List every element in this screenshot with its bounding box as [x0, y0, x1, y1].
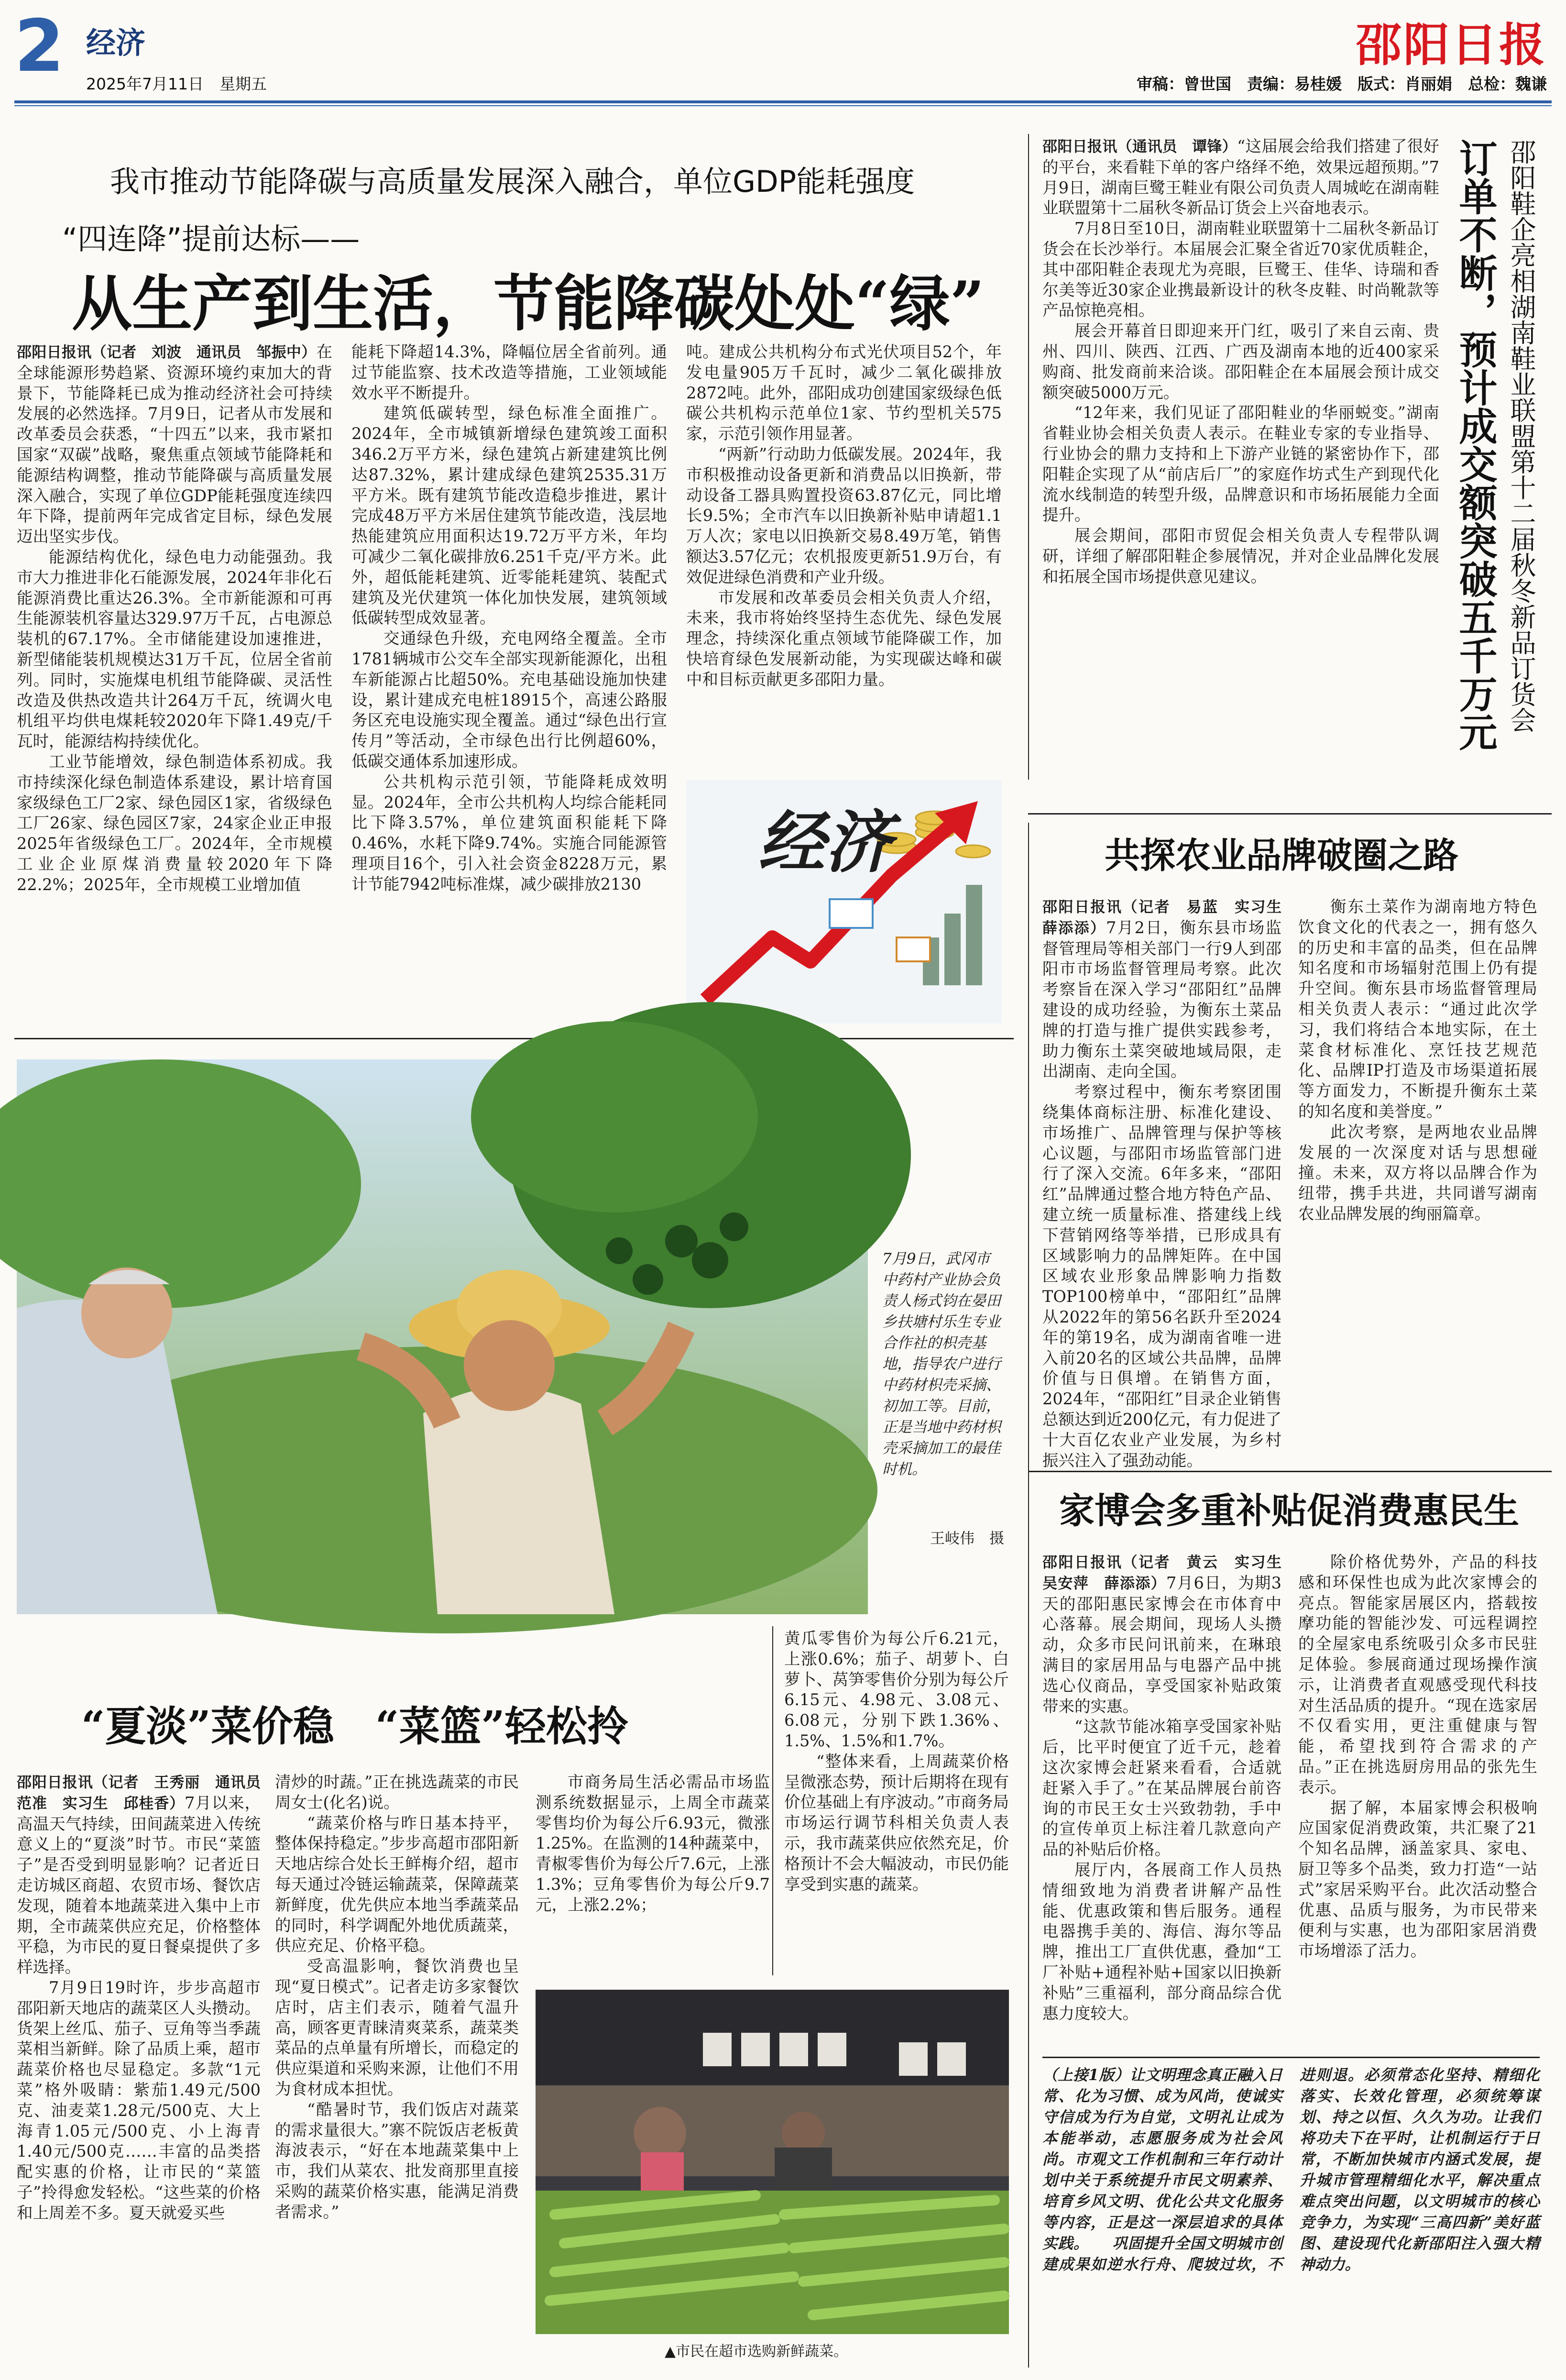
- veg-paragraph: “蔬菜价格与昨日基本持平，整体保持稳定。”步步高超市邵阳新天地店综合处长王鲜梅介绍，超市每天通过冷链运输蔬菜，保障蔬菜新鲜度，优先供应本地当季蔬菜品的同时，科学调配外地优质蔬菜，供应充足、价格平稳。: [275, 1813, 519, 1955]
- column-divider: [1028, 823, 1029, 2368]
- lead-column-3: [686, 342, 1002, 772]
- veg-column-3: [536, 1772, 770, 1973]
- lead-paragraph: 建筑低碳转型，绿色标准全面推广。2024年，全市城镇新增绿色建筑竣工面积346.2万平方米，绿色建筑占新建建筑比例达87.32%，累计建成绿色建筑2535.31万平方米。既有建筑节能改造稳步推进，累计完成48万平方米居住建筑节能改造，浅层地热能建筑应用面积达19.72万平方米，年均可减少二氧化碳排放6.251千克/平方米。此外，超低能耗建筑、近零能耗建筑、装配式建筑及光伏建筑一体化加快发展，建筑领域低碳转型成效显著。: [351, 404, 667, 628]
- expo-headline: 家博会多重补贴促消费惠民生: [1059, 1490, 1519, 1532]
- veg-paragraph: 清炒的时蔬。”正在挑选蔬菜的市民周女士(化名)说。: [275, 1773, 519, 1812]
- lead-paragraph: 吨。建成公共机构分布式光伏项目52个，年发电量905万千瓦时，减少二氧化碳排放2872吨。此外，邵阳成功创建国家级绿色低碳公共机构示范单位1家、节约型机关575家，示范引领作用显著。: [686, 342, 1002, 443]
- shoe-headline: 邵阳鞋企亮相湖南鞋业联盟第十二届秋冬新品订货会: [1506, 139, 1536, 733]
- veg-paragraph: 黄瓜零售价为每公斤6.21元，上涨0.6%；茄子、胡萝卜、白萝卜、莴笋零售价分别为每公斤6.15元、4.98元、3.08元、6.08元，分别下跌1.36%、1.5%、1.5%和1.7%。: [784, 1629, 1009, 1750]
- header-rule-thin: [14, 105, 1552, 106]
- veg-column-4: [784, 1629, 1009, 1983]
- lead-paragraph: 在全球能源形势趋紧、资源环境约束加大的背景下，节能降耗已成为推动经济社会可持续发展的必然选择。7月9日，记者从市发展和改革委员会获悉，“十四五”以来，我市紧扣国家“双碳”战略，聚焦重点领域节能降耗和能源结构调整，推动节能降碳与高质量发展深入融合，实现了单位GDP能耗强度连续四年下降，提前两年完成省定目标，绿色发展迈出坚实步伐。: [17, 342, 332, 546]
- lead-paragraph: 交通绿色升级，充电网络全覆盖。全市1781辆城市公交车全部实现新能源化，出租车新能源占比超50%。充电基础设施加快建设，累计建成充电桩18915个，高速公路服务区充电设施实现全覆盖。通过“绿色出行宣传月”等活动，全市绿色出行比例超60%，低碳交通体系加速形成。: [351, 629, 667, 771]
- expo-paragraph: 除价格优势外，产品的科技感和环保性也成为此次家博会的亮点。智能家居展区内，搭载按摩功能的智能沙发、可远程调控的全屋家电系统吸引众多市民驻足体验。参展商通过现场操作演示，让消费者直观感受现代科技对生活品质的提升。“现在选家居不仅看实用，更注重健康与智能，希望找到符合需求的产品。”正在挑选厨房用品的张先生表示。: [1298, 1553, 1537, 1796]
- orchard-photo-illustration: [17, 1059, 868, 1614]
- page-number: 2: [14, 5, 65, 88]
- section-rule: [1028, 1471, 1552, 1472]
- lead-byline: 邵阳日报讯（记者 刘波 通讯员 邹振中）: [17, 344, 317, 361]
- section-label: 经济: [86, 25, 146, 60]
- expo-paragraph: 展厅内，各展商工作人员热情细致地为消费者讲解产品性能、优惠政策和售后服务。通程电器携手美的、海信、海尔等品牌，推出工厂直供优惠，叠加“工厂补贴+通程补贴+国家以旧换新补贴”三重福利，部分商品综合优惠力度较大。: [1042, 1860, 1281, 2023]
- continued-box: [1042, 2057, 1540, 2364]
- agri-paragraph: 此次考察，是两地农业品牌发展的一次深度对话与思想碰撞。未来，双方将以品牌合作为纽带，携手共进，共同谱写湖南农业品牌发展的绚丽篇章。: [1298, 1122, 1537, 1223]
- header-rule: [14, 100, 1552, 103]
- lead-headline: 从生产到生活，节能降碳处处“绿”: [72, 268, 985, 339]
- continued-text: （上接1版）让文明理念真正融入日常、化为习惯、成为风尚，使诚实守信成为行为自觉，文明礼让成为本能举动，志愿服务成为社会风尚。市观文工作机制和三年行动计划中关于系统提升市民文明素养、培育乡风文明、优化公共文化服务等内容，正是这一深层追求的具体实践。 巩固提升全国文明城市创建成果如逆水行舟、爬坡过坎，不进则退。必须常态化坚持、精细化落实、长效化管理，必须统筹谋划、持之以恒、久久为功。让我们将功夫下在平时，让机制运行于日常，不断加快城市内涵式发展，提升城市管理精细化水平，解决重点难点突出问题，以文明城市的核心竞争力，为实现“三高四新”美好蓝图、建设现代化新邵阳注入强大精神动力。: [1042, 2066, 1540, 2273]
- agri-paragraph: 考察过程中，衡东考察团围绕集体商标注册、标准化建设、市场推广、品牌管理与保护等核心议题，与邵阳市场监管部门进行了深入交流。6年多来，“邵阳红”品牌通过整合地方特色产品、建立统一质量标准、搭建线上线下营销网络等举措，已形成具有区域影响力的品牌矩阵。在中国区域农业形象品牌影响力指数TOP100榜单中，“邵阳红”品牌从2022年的第56名跃升至2024年的第19名，成为湖南省唯一进入前20名的区域公共品牌，品牌价值与日俱增。在销售方面，2024年，“邵阳红”目录企业销售总额达到近200亿元，有力促进了十大百亿农业产业发展，为乡村振兴注入了强劲动能。: [1042, 1082, 1281, 1470]
- shoe-story-body: [1042, 136, 1439, 801]
- agri-byline: 邵阳日报讯（记者 易蓝 实习生 薛添添）: [1042, 899, 1296, 937]
- veg-paragraph: 受高温影响，餐饮消费也呈现“夏日模式”。记者走访多家餐饮店时，店主们表示，随着气温升高，顾客更青睐清爽菜系，蔬菜类菜品的点单量有所增长，而稳定的供应渠道和采购来源，让他们不用为食材成本担忧。: [275, 1957, 519, 2098]
- supermarket-photo-illustration: [536, 1990, 1009, 2334]
- orchard-photo: [17, 1059, 868, 1614]
- veg-paragraph: 7月以来，高温天气持续，田间蔬菜进入传统意义上的“夏淡”时节。市民“菜篮子”是否受到明显影响？记者近日走访城区商超、农贸市场、餐饮店发现，随着本地蔬菜进入集中上市期，全市蔬菜供应充足，价格整体平稳，为市民的夏日餐桌提供了多样选择。: [17, 1793, 261, 1977]
- veg-paragraph: “整体来看，上周蔬菜价格呈微涨态势，预计后期将在现有价位基础上有序波动。”市商务局市场运行调节科相关负责人表示，我市蔬菜供应依然充足，价格预计不会大幅波动，市民仍能享受到实惠的蔬菜。: [784, 1752, 1009, 1894]
- expo-paragraph: 据了解，本届家博会积极响应国家促消费政策，共汇聚了21个知名品牌，涵盖家具、家电、厨卫等多个品类，致力打造“一站式”家居采购平台。此次活动整合优惠、品质与服务，为市民带来便利与实惠，也为邵阳家居消费市场增添了活力。: [1298, 1798, 1537, 1961]
- lead-paragraph: 公共机构示范引领，节能降耗成效明显。2024年，全市公共机构人均综合能耗同比下降3.57%，单位建筑面积能耗下降0.46%，水耗下降9.74%。实施合同能源管理项目16个，引入社会资金8228万元，累计节能7942吨标准煤，减少碳排放2130: [351, 772, 667, 893]
- veg-column-1: [17, 1772, 275, 2370]
- lead-paragraph: 市发展和改革委员会相关负责人介绍，未来，我市将始终坚持生态优先、绿色发展理念，持续深化重点领域节能降碳工作，加快培育绿色发展新动能，为实现碳达峰和碳中和目标贡献更多邵阳力量。: [686, 588, 1002, 689]
- lead-column-1: [17, 342, 332, 1012]
- veg-paragraph: 7月9日19时许，步步高超市邵阳新天地店的蔬菜区人头攒动。货架上丝瓜、茄子、豆角等当季蔬菜相当新鲜。除了品质上乘，超市蔬菜价格也尽显稳定。多款“1元菜”格外吸睛：紫茄1.49元/500克、油麦菜1.28元/500克、大上海青1.05元/500克、小上海青1.40元/500克……丰富的品类搭配实惠的价格，让市民的“菜篮子”拎得愈发轻松。“这些菜的价格和上周差不多。夏天就爱买些: [17, 1978, 261, 2222]
- supermarket-photo: [536, 1990, 1009, 2334]
- veg-paragraph: 市商务局生活必需品市场监测系统数据显示，上周全市蔬菜零售均价为每公斤6.93元，微涨1.25%。在监测的14种蔬菜中，青椒零售价为每公斤7.6元，上涨1.3%；豆角零售价为每公斤9.7元，上涨2.2%；: [536, 1773, 770, 1914]
- shoe-paragraph: 展会期间，邵阳市贸促会相关负责人专程带队调研，详细了解邵阳鞋企参展情况，并对企业品牌化发展和拓展全国市场提供意见建议。: [1042, 526, 1439, 586]
- agri-column-1: [1042, 897, 1296, 1504]
- lead-kicker: 我市推动节能降碳与高质量发展深入融合，单位GDP能耗强度: [110, 164, 915, 199]
- shoe-byline: 邵阳日报讯（通讯员 谭锋）: [1042, 138, 1237, 155]
- lead-paragraph: 能耗下降超14.3%，降幅位居全省前列。通过节能监察、技术改造等措施，工业领域能效水平不断提升。: [351, 342, 667, 402]
- agri-headline: 共探农业品牌破圈之路: [1105, 835, 1458, 876]
- veg-byline: 邵阳日报讯（记者 王秀丽 通讯员 范准 实习生 邱桂香）: [17, 1774, 275, 1812]
- agri-paragraph: 7月2日，衡东县市场监督管理局等相关部门一行9人到邵阳市市场监督管理局考察。此次考察旨在深入学习“邵阳红”品牌建设的成功经验，为衡东土菜品牌的打造与推广提供实践参考，助力衡东土菜突破地域局限，走出湖南、走向全国。: [1042, 918, 1281, 1081]
- shoe-paragraph: 展会开幕首日即迎来开门红，吸引了来自云南、贵州、四川、陕西、江西、广西及湖南本地的近400家采购商、批发商前来洽谈。邵阳鞋企在本届展会预计成交额突破5000万元。: [1042, 321, 1439, 402]
- expo-byline: 邵阳日报讯（记者 黄云 实习生 吴安萍 薛添添）: [1042, 1554, 1296, 1592]
- veg-paragraph: “酷暑时节，我们饭店对蔬菜的需求量很大。”寨不院饭店老板黄海波表示，“好在本地蔬菜集中上市，我们从菜农、批发商那里直接采购的蔬菜价格实惠，能满足消费者需求。”: [275, 2100, 519, 2221]
- lead-column-2: [351, 342, 667, 1012]
- lead-kicker-2: “四连降”提前达标——: [62, 221, 360, 256]
- shoe-paragraph: 7月8日至10日，湖南鞋业联盟第十二届秋冬新品订货会在长沙举行。本届展会汇聚全省近70家优质鞋企，其中邵阳鞋企表现尤为亮眼，巨鹭王、佳华、诗瑞和香尔美等近30家企业携最新设计的秋冬皮鞋、时尚靴款等产品惊艳亮相。: [1042, 219, 1439, 320]
- orchard-caption-text: 7月9日，武冈市中药村产业协会负责人杨式钧在晏田乡扶塘村乐生专业合作社的枳壳基地，指导农户进行中药材枳壳采摘、初加工等。目前，正是当地中药材枳壳采摘加工的最佳时机。: [882, 1250, 1001, 1478]
- section-rule: [14, 1038, 1014, 1039]
- shoe-paragraph: “这届展会给我们搭建了很好的平台，来看鞋下单的客户络绎不绝，效果远超预期。”7月9日，湖南巨鹭王鞋业有限公司负责人周城屹在湖南鞋业联盟第十二届秋冬新品订货会上兴奋地表示。: [1042, 137, 1439, 218]
- masthead: 邵阳日报: [1356, 18, 1547, 72]
- orchard-caption: [882, 1248, 1002, 1480]
- section-rule: [1028, 813, 1552, 815]
- economy-graphic: [686, 780, 1002, 1024]
- column-divider: [772, 1626, 773, 1975]
- agri-paragraph: 衡东土菜作为湖南地方特色饮食文化的代表之一，拥有悠久的历史和丰富的品类，但在品牌知名度和市场辐射范围上仍有提升空间。衡东县市场监督管理局相关负责人表示：“通过此次学习，我们将结合本地实际，在土菜食材标准化、烹饪技艺规范化、品牌IP打造及市场渠道拓展等方面发力，不断提升衡东土菜的知名度和美誉度。”: [1298, 897, 1537, 1121]
- economy-graphic-word: 经济: [758, 804, 892, 882]
- veg-headline: “夏淡”菜价稳 “菜篮”轻松拎: [81, 1702, 628, 1751]
- lead-paragraph: 工业节能增效，绿色制造体系初成。我市持续深化绿色制造体系建设，累计培育国家级绿色工厂2家、绿色园区1家，省级绿色工厂26家、绿色园区7家，24家企业正申报2025年省级绿色工厂。2024年，全市规模工业企业原煤消费量较2020年下降22.2%；2025年，全市规模工业增加值: [17, 752, 332, 894]
- veg-column-2: [275, 1772, 519, 2370]
- supermarket-caption: ▲市民在超市选购新鲜蔬菜。: [665, 2343, 848, 2360]
- expo-paragraph: “这款节能冰箱享受国家补贴后，比平时便宜了近千元，趁着这次家博会赶紧来看看，合适就赶紧入手了。”在某品牌展台前咨询的市民王女士兴致勃勃，手中的宣传单页上标注着几款意向产品的补贴后价格。: [1042, 1717, 1281, 1859]
- expo-paragraph: 7月6日，为期3天的邵阳惠民家博会在市体育中心落幕。展会期间，现场人头攒动，众多市民问讯前来，在琳琅满目的家居用品与电器产品中挑选心仪商品，享受国家补贴政策带来的实惠。: [1042, 1573, 1281, 1716]
- editor-credits: 审稿：曾世国 责编：易桂媛 版式：肖丽娟 总检：魏谦: [1137, 75, 1547, 93]
- column-divider: [1028, 134, 1029, 780]
- expo-column-1: [1042, 1552, 1296, 2045]
- lead-paragraph: 能源结构优化，绿色电力动能强劲。我市大力推进非化石能源发展，2024年非化石能源消费比重达26.3%。全市新能源和可再生能源装机容量达329.97万千瓦，占电源总装机的67.17%。全市储能建设加速推进，新型储能装机规模达31万千瓦，位居全省前列。同时，实施煤电机组节能降碳、灵活性改造及供热改造共计264万千瓦，统调火电机组平均供电煤耗较2020年下降1.49克/千瓦时，能源结构持续优化。: [17, 547, 332, 751]
- lead-paragraph: “两新”行动助力低碳发展。2024年，我市积极推动设备更新和消费品以旧换新，带动设备工器具购置投资63.87亿元，同比增长9.5%；全市汽车以旧换新补贴申请超1.1万人次；家电以旧换新交易8.49万笔，销售额达3.57亿元；农机报废更新51.9万台，有效促进绿色消费和产业升级。: [686, 444, 1002, 586]
- photo-credit: 王岐伟 摄: [930, 1530, 1004, 1547]
- expo-column-2: [1298, 1552, 1537, 2045]
- shoe-headline-main: 订单不断，预计成交额突破五千万元: [1453, 139, 1498, 751]
- agri-column-2: [1298, 897, 1537, 1504]
- shoe-paragraph: “12年来，我们见证了邵阳鞋业的华丽蜕变。”湖南省鞋业协会相关负责人表示。在鞋业专家的专业指导、行业协会的鼎力支持和上下游产业链的紧密协作下，邵阳鞋企实现了从“前店后厂”的家庭作坊式生产到现代化流水线制造的转型升级，品牌意识和市场拓展能力全面提升。: [1042, 403, 1439, 525]
- date-line: 2025年7月11日 星期五: [86, 75, 267, 93]
